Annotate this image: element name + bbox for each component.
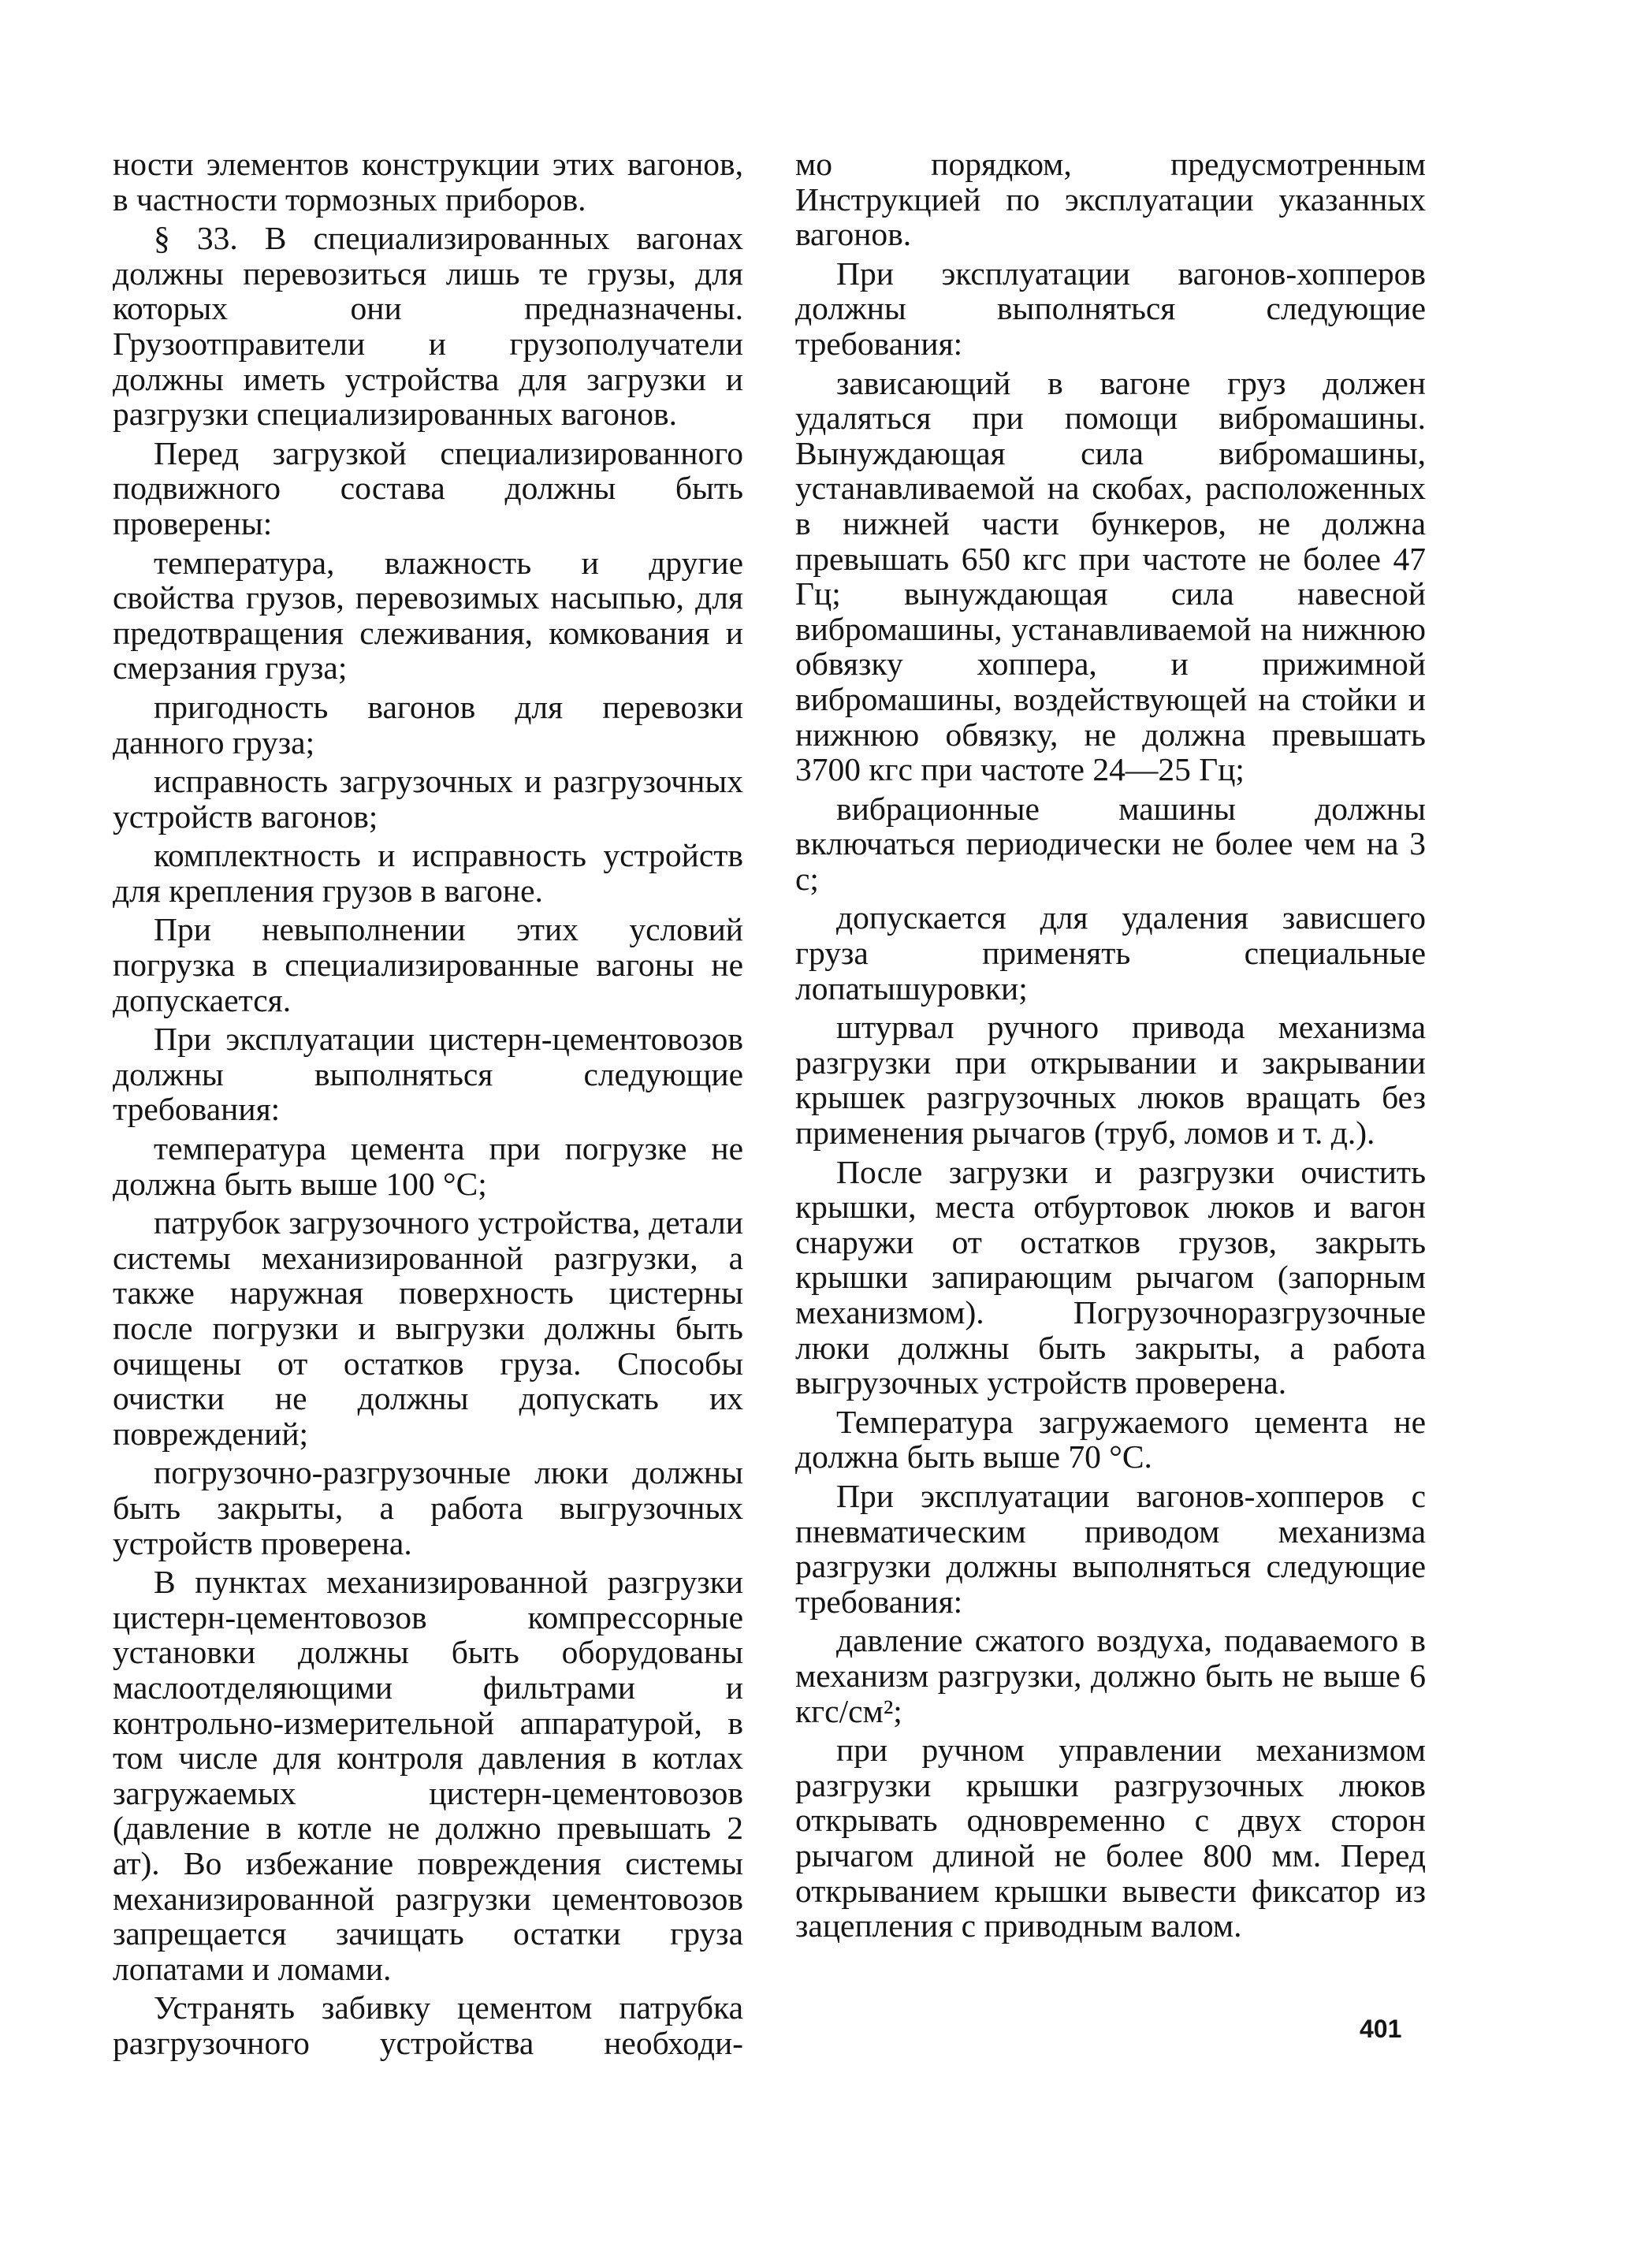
left-column-paragraph: В пунктах механизированной разгрузки цистерн-цементовозов компрессорные установки должны быть оборудованы маслоотделяющими фильтрами и контрольно-измерительной аппаратурой, в том числе для контроля давления в котлах загружаемых цистерн-цементовозов (давление в котле не должно превышать 2 ат). Во избежание повреждения системы механизированной разгрузки цементовозов запрещается зачищать остатки груза лопатами и ломами. [113, 1564, 743, 1987]
right-text-column [795, 147, 1426, 1948]
left-column-paragraph: При эксплуатации цистерн-цементовозов должны выполняться следующие требования: [113, 1021, 743, 1128]
left-column-paragraph: При невыполнении этих условий погрузка в специализированные вагоны не допускается. [113, 911, 743, 1018]
right-column-paragraph: При эксплуатации вагонов-хопперов с пневматическим приводом механизма разгрузки должны выполняться следующие требования: [795, 1477, 1426, 1620]
left-column-paragraph: исправность загрузочных и разгрузочных устройств вагонов; [113, 763, 743, 835]
right-column-paragraph: Температура загружаемого цемента не должна быть выше 70 °С. [795, 1403, 1426, 1475]
left-column-paragraph: Перед загрузкой специализированного подвижного состава должны быть проверены: [113, 434, 743, 541]
page-number: 401 [1360, 2015, 1402, 2043]
right-column-paragraph: вибрационные машины должны включаться периодически не более чем на 3 с; [795, 790, 1426, 897]
left-column-paragraph: ности элементов конструкции этих вагонов, в частности тормозных приборов. [113, 146, 743, 218]
right-column-paragraph: При эксплуатации вагонов-хопперов должны выполняться следующие требования: [795, 255, 1426, 362]
left-column-paragraph: температура цемента при погрузке не должна быть выше 100 °С; [113, 1130, 743, 1202]
left-column-paragraph: погрузочно-разгрузочные люки должны быть закрыты, а работа выгрузочных устройств проверена. [113, 1454, 743, 1561]
left-text-column [113, 147, 743, 2064]
right-column-paragraph: мо порядком, предусмотренным Инструкцией по эксплуатации указанных вагонов. [795, 146, 1426, 253]
right-column-paragraph: штурвал ручного привода механизма разгрузки при открывании и закрывании крышек разгрузочных люков вращать без применения рычагов (труб, ломов и т. д.). [795, 1009, 1426, 1152]
left-column-paragraph: § 33. В специализированных вагонах должны перевозиться лишь те грузы, для которых они предназначены. Грузоотправители и грузополучатели должны иметь устройства для загрузки и разгрузки специализированных вагонов. [113, 220, 743, 433]
right-column-paragraph: давление сжатого воздуха, подаваемого в механизм разгрузки, должно быть не выше 6 кгс/см²; [795, 1622, 1426, 1729]
left-column-paragraph: патрубок загрузочного устройства, детали системы механизированной разгрузки, а также наружная поверхность цистерны после погрузки и выгрузки должны быть очищены от остатков груза. Способы очистки не должны допускать их повреждений; [113, 1204, 743, 1452]
right-column-paragraph: при ручном управлении механизмом разгрузки крышки разгрузочных люков открывать одновременно с двух сторон рычагом длиной не более 800 мм. Перед открыванием крышки вывести фиксатор из зацепления с приводным валом. [795, 1732, 1426, 1944]
right-column-paragraph: После загрузки и разгрузки очистить крышки, места отбуртовок люков и вагон снаружи от остатков грузов, закрыть крышки запирающим рычагом (запорным механизмом). Погрузочноразгрузочные люки должны быть закрыты, а работа выгрузочных устройств проверена. [795, 1153, 1426, 1401]
right-column-paragraph: допускается для удаления зависшего груза применять специальные лопатышуровки; [795, 899, 1426, 1007]
right-column-paragraph: зависающий в вагоне груз должен удаляться при помощи вибромашины. Вынуждающая сила вибромашины, устанавливаемой на скобах, расположенных в нижней части бункеров, не должна превышать 650 кгс при частоте не более 47 Гц; вынуждающая сила навесной вибромашины, устанавливаемой на нижнюю обвязку хоппера, и прижимной вибромашины, воздействующей на стойки и нижнюю обвязку, не должна превышать 3700 кгс при частоте 24—25 Гц; [795, 364, 1426, 788]
left-column-paragraph: пригодность вагонов для перевозки данного груза; [113, 688, 743, 761]
left-column-paragraph: Устранять забивку цементом патрубка разгрузочного устройства необходи- [113, 1989, 743, 2061]
left-column-paragraph: температура, влажность и другие свойства грузов, перевозимых насыпью, для предотвращения слеживания, комкования и смерзания груза; [113, 544, 743, 687]
left-column-paragraph: комплектность и исправность устройств для крепления грузов в вагоне. [113, 837, 743, 909]
